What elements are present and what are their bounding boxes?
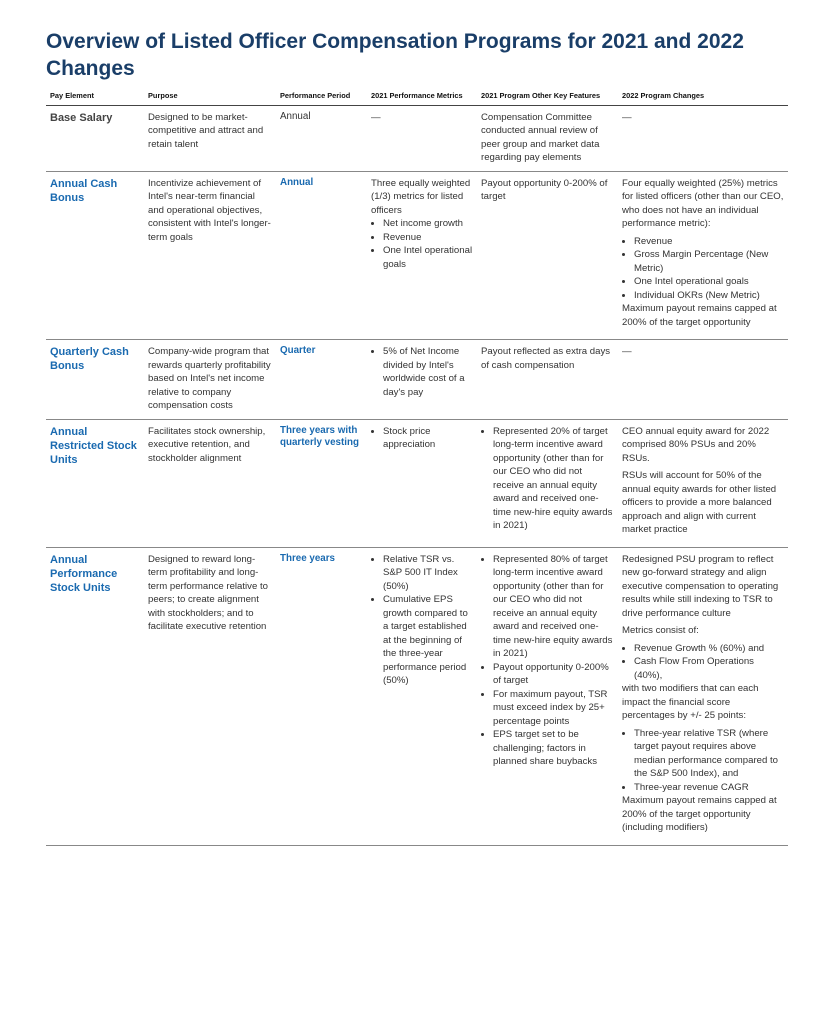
metrics-item: • Net income growth	[383, 217, 473, 231]
metrics-cell	[367, 419, 477, 547]
metrics-text: Three equally weighted (1/3) metrics for listed officers	[371, 177, 471, 216]
header-pay-element: Pay Element	[46, 92, 144, 105]
pay-element-cell: Annual Performance Stock Units	[46, 547, 144, 845]
changes-item: • Individual OKRs (New Metric)	[634, 289, 784, 303]
changes-note: Maximum payout remains capped at 200% of the target opportunity	[622, 303, 777, 328]
performance-period-cell: Annual	[276, 171, 367, 340]
performance-period-cell: Annual	[276, 105, 367, 171]
features-item: • Represented 20% of target long-term incentive award opportunity (other than for our CEO who did not receive an annual equity award and received one-time new-hire equity awards in 2021)	[493, 425, 614, 533]
metrics-list	[371, 553, 473, 688]
changes-text: CEO annual equity award for 2022 comprised 80% PSUs and 20% RSUs.	[622, 425, 770, 464]
metrics-cell	[367, 547, 477, 845]
features-item: • For maximum payout, TSR must exceed index by 25+ percentage points	[493, 688, 614, 729]
psu-metrics-list	[622, 642, 784, 683]
metrics-list	[371, 425, 473, 452]
table-row	[46, 419, 788, 547]
metrics-item: • 5% of Net Income divided by Intel's worldwide cost of a day's pay	[383, 345, 473, 399]
pay-element-cell: Base Salary	[46, 105, 144, 171]
pay-element-cell: Quarterly Cash Bonus	[46, 340, 144, 420]
performance-period-cell: Quarter	[276, 340, 367, 420]
changes-text: —	[622, 346, 632, 357]
changes-cell	[618, 419, 788, 547]
header-2021-metrics: 2021 Performance Metrics	[367, 92, 477, 105]
psu-modifiers-text: with two modifiers that can each impact the financial score percentages by +/- 25 points:	[622, 683, 759, 721]
metrics-item: • Stock price appreciation	[383, 425, 473, 452]
metrics-item: • Revenue	[383, 231, 473, 245]
changes-item: • Gross Margin Percentage (New Metric)	[634, 248, 784, 275]
features-list	[481, 425, 614, 533]
changes-cell	[618, 171, 788, 340]
header-performance-period: Performance Period	[276, 92, 367, 105]
features-text: Payout opportunity 0-200% of target	[481, 177, 608, 202]
pay-element-cell: Annual Restricted Stock Units	[46, 419, 144, 547]
features-item: • Payout opportunity 0-200% of target	[493, 661, 614, 688]
features-item: • EPS target set to be challenging; factors in planned share buybacks	[493, 728, 614, 769]
changes-text: Redesigned PSU program to reflect new go-forward strategy and align executive compensation to operating results while still indexing to TSR to drive performance culture	[622, 553, 779, 619]
features-list	[481, 553, 614, 769]
table-header-row	[46, 92, 788, 105]
metrics-item: • Relative TSR vs. S&P 500 IT Index (50%)	[383, 553, 473, 594]
changes-note: RSUs will account for 50% of the annual equity awards for other listed officers to provide a more balanced approach and align with current market practice	[622, 470, 777, 535]
purpose-cell: Company-wide program that rewards quarterly profitability based on Intel's net income relative to company compensation costs	[144, 340, 276, 420]
psu-modifiers-list	[622, 727, 784, 795]
header-2021-features: 2021 Program Other Key Features	[477, 92, 618, 105]
performance-period-cell: Three years with quarterly vesting	[276, 419, 367, 547]
changes-item: • Revenue	[634, 235, 784, 249]
metrics-list	[371, 217, 473, 271]
psu-modifiers-item: • Three-year revenue CAGR	[634, 781, 784, 795]
features-item: • Represented 80% of target long-term incentive award opportunity (other than for our CEO who did not receive an annual equity award and received one-time new-hire equity awards in 2021)	[493, 553, 614, 661]
page-title: Overview of Listed Officer Compensation Programs for 2021 and 2022 Changes	[46, 30, 744, 80]
psu-closing-text: Maximum payout remains capped at 200% of the target opportunity (including modifiers)	[622, 795, 777, 833]
table-row	[46, 547, 788, 845]
changes-cell	[618, 105, 788, 171]
changes-cell	[618, 340, 788, 420]
changes-text: —	[622, 111, 632, 123]
changes-item: • One Intel operational goals	[634, 275, 784, 289]
metrics-cell	[367, 340, 477, 420]
changes-cell	[618, 547, 788, 845]
metrics-text: —	[371, 111, 381, 123]
features-cell	[477, 105, 618, 171]
table-row	[46, 105, 788, 171]
psu-metrics-item: • Cash Flow From Operations (40%),	[634, 655, 784, 682]
changes-list	[622, 235, 784, 303]
features-cell	[477, 340, 618, 420]
metrics-list	[371, 345, 473, 399]
purpose-cell: Incentivize achievement of Intel's near-term financial and operational objectives, consistent with Intel's longer-term goals	[144, 171, 276, 340]
metrics-item: • One Intel operational goals	[383, 244, 473, 271]
psu-metrics-item: • Revenue Growth % (60%) and	[634, 642, 784, 656]
purpose-cell: Designed to reward long-term profitability and long-term performance relative to peers; to create alignment with stockholders; and to facilitate executive retention	[144, 547, 276, 845]
features-cell	[477, 171, 618, 340]
performance-period-cell: Three years	[276, 547, 367, 845]
features-text: Payout reflected as extra days of cash compensation	[481, 346, 611, 371]
features-text: Compensation Committee conducted annual review of peer group and market data regarding pay elements	[481, 111, 600, 163]
table-row	[46, 171, 788, 340]
features-cell	[477, 419, 618, 547]
psu-modifiers-item: • Three-year relative TSR (where target payout requires above median performance compared to the S&P 500 Index), and	[634, 727, 784, 781]
purpose-cell: Designed to be market-competitive and attract and retain talent	[144, 105, 276, 171]
header-purpose: Purpose	[144, 92, 276, 105]
purpose-cell: Facilitates stock ownership, executive retention, and stockholder alignment	[144, 419, 276, 547]
pay-element-cell: Annual Cash Bonus	[46, 171, 144, 340]
metrics-cell	[367, 105, 477, 171]
changes-text: Four equally weighted (25%) metrics for listed officers (other than our CEO, who does not have an individual performance metric):	[622, 177, 784, 229]
metrics-item: • Cumulative EPS growth compared to a target established at the beginning of the three-year performance period (50%)	[383, 593, 473, 688]
table-row	[46, 340, 788, 420]
compensation-table	[46, 92, 788, 846]
metrics-cell	[367, 171, 477, 340]
header-2022-changes: 2022 Program Changes	[618, 92, 788, 105]
psu-metrics-label: Metrics consist of:	[622, 625, 699, 636]
features-cell	[477, 547, 618, 845]
